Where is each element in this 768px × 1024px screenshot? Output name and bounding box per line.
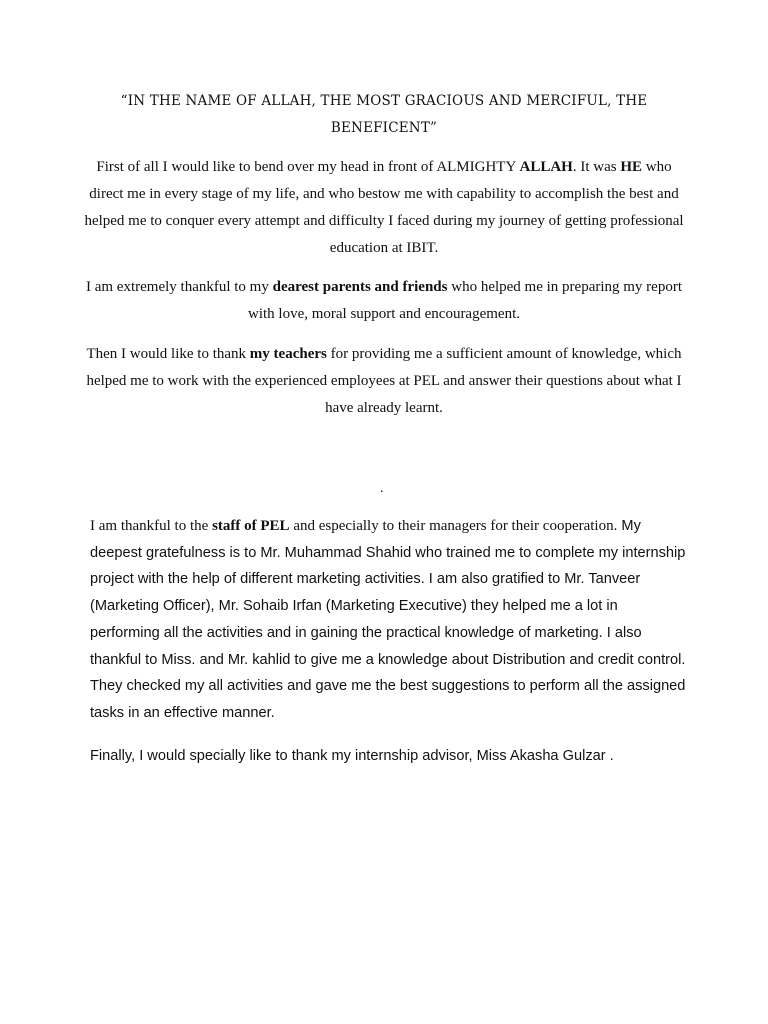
bold-text: dearest parents and friends bbox=[272, 279, 448, 295]
paragraph-teachers bbox=[84, 341, 684, 422]
bold-text: staff of PEL bbox=[212, 518, 290, 534]
paragraph-text: Then I would like to thank bbox=[86, 346, 250, 362]
dedication-heading: “IN THE NAME OF ALLAH, THE MOST GRACIOUS AND MERCIFUL, THE BENEFICENT” bbox=[120, 93, 648, 136]
paragraph-text: and especially to their managers for their cooperation. bbox=[289, 518, 618, 534]
paragraph-text: . It was bbox=[572, 159, 621, 175]
paragraph-text: I am thankful to the bbox=[90, 518, 213, 534]
bold-text: my teachers bbox=[249, 346, 327, 362]
paragraph-text: for providing me a sufficient amount of knowledge, which helped me to work with the experienced employees at PEL and answer their questions about what I have already learnt. bbox=[86, 346, 682, 416]
bold-text: ALLAH bbox=[519, 159, 573, 175]
paragraph-almighty bbox=[84, 154, 684, 262]
paragraph-text: I am extremely thankful to my bbox=[85, 279, 273, 295]
paragraph-text: who direct me in every stage of my life, and who bestow me with capability to accomplish the best and helped me to conquer every attempt and difficulty I faced during my journey of getting professional education at IBIT. bbox=[84, 159, 684, 256]
paragraph-text: First of all I would like to bend over my head in front of ALMIGHTY bbox=[96, 159, 520, 175]
separator-dot: . bbox=[380, 481, 384, 496]
bold-text: HE bbox=[620, 159, 643, 175]
paragraph-text: who helped me in preparing my report with love, moral support and encouragement. bbox=[247, 279, 682, 322]
paragraph-staff bbox=[90, 513, 690, 727]
paragraph-parents bbox=[84, 274, 684, 328]
paragraph-text: My deepest gratefulness is to Mr. Muhammad Shahid who trained me to complete my internship project with the help of different marketing activities. I am also gratified to Mr. Tanveer (Marketing Officer), Mr. Sohaib Irfan (Marketing Executive) they helped me a lot in performing all the activities and in gaining the practical knowledge of marketing. I also thankful to Miss. and Mr. kahlid to give me a knowledge about Distribution and credit control. They checked my all activities and gave me the best suggestions to perform all the assigned tasks in an effective manner. bbox=[90, 518, 686, 721]
paragraph-advisor: Finally, I would specially like to thank my internship advisor, Miss Akasha Gulzar . bbox=[90, 748, 614, 764]
